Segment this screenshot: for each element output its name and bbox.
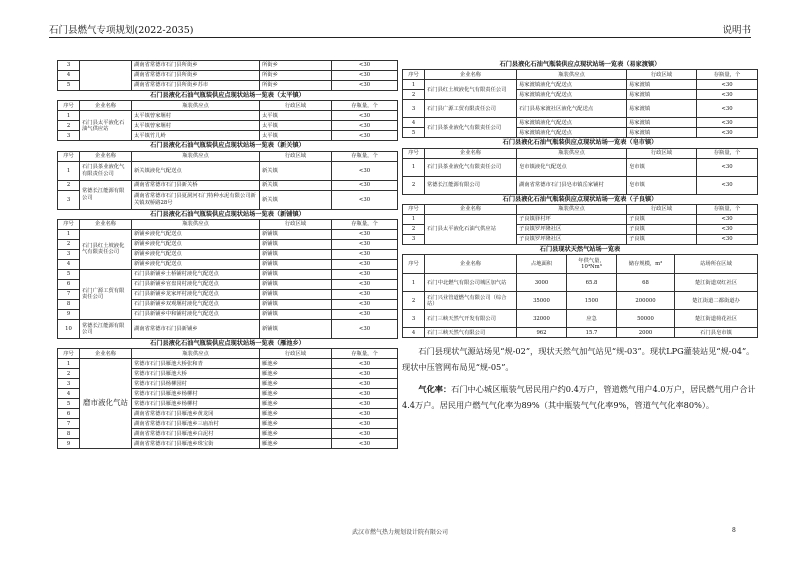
company-cell: 石门县茶业液化气有限责任公司: [425, 118, 517, 138]
table-caption: 石门县液化石油气瓶装供应点现状站场一览表（新铺镇）: [150, 210, 305, 218]
table-row: 9 湖南省常德市石门县雁池乡珠宝街 雁池乡 <30: [58, 439, 398, 449]
table-row: 6 湖南省常德市石门县雁池乡黄龙冈 雁池乡 <30: [58, 409, 398, 419]
table-row: 4 湖南省常德市石门县所街乡 所街乡 <30: [58, 71, 398, 81]
table-row: 8 石门县新铺乡双观堰村液化气配送点 新铺镇 <30: [58, 299, 398, 309]
table-header-row: 序号 企业名称 瓶装供应点 行政区域 存瓶量，个: [58, 151, 398, 161]
table-row: 3 湖南省常德市石门县所街乡 所街乡 <30: [58, 61, 398, 71]
table-row: 2 太平镇曾家堰村 太平镇 <30: [58, 121, 398, 131]
table-row: 2 常德市石门县雁池大桥 雁池乡 <30: [58, 369, 398, 379]
right-column: [402, 60, 757, 414]
table-row: 1 石门县太平液化石油气供应站 太平镇曾家堰村 太平镇 <30: [58, 111, 398, 121]
table-row: 3 常德市石门县杨柳园村 雁池乡 <30: [58, 379, 398, 389]
company-cell: 常德长江能源有限公司: [80, 180, 132, 209]
table-header-row: 序号 企业名称 瓶装供应点 行政区域 存瓶量，个: [403, 148, 758, 158]
table-ziliang: [402, 195, 758, 245]
page-footer: 武汉市燃气热力规划设计院有限公司: [351, 529, 448, 536]
table-header-row: 序号 企业名称 瓶装供应点 行政区域 存瓶量，个: [58, 219, 398, 229]
company-cell: 石门县红土坡液化气有限责任公司: [425, 80, 517, 100]
company-cell: 常德长江能源有限公司: [80, 319, 132, 338]
table-row: 4 石门县茶业液化气有限责任公司 易家渡镇液化气配送点 易家渡镇 <30: [403, 118, 758, 128]
document-title: 石门县燃气专项规划(2022-2035): [49, 25, 194, 36]
paragraph-gasification-rate: [402, 382, 757, 414]
table-natural-gas: [402, 245, 758, 338]
table-caption: 石门县液化石油气瓶装供应点现状站场一览表（雁池乡）: [150, 339, 305, 347]
table-caption: 石门县现状天然气站场一览表: [539, 245, 621, 253]
table-row: 1 石门县红土坡液化气有限责任公司 易家渡镇液化气配送点 易家渡镇 <30: [403, 80, 758, 90]
paragraph-stations: 石门县现状气源站场见“规-02”，现状天然气加气站见“规-03”。现状LPG灌装站见“规-04”。现状中压管网布局见“规-05”。: [402, 346, 755, 373]
document-type: 说明书: [722, 25, 751, 36]
table-row: 1 石门中北燃气有限公司城区加气站 3000 65.8 68 楚江街道双红社区: [403, 274, 758, 292]
table-zaoshi: [402, 138, 758, 194]
table-row: 2 常德长江能源有限公司 湖南省常德市石门县新关桥 新关镇 <30: [58, 180, 398, 190]
table-caption: 石门县液化石油气瓶装供应点现状站场一览表（皂市镇）: [502, 139, 658, 147]
table-xinguan: [57, 141, 398, 209]
table-row: 1 石门县茶业液化气有限责任公司 新关镇液化气配送点 新关镇 <30: [58, 161, 398, 180]
table-caption: 石门县液化石油气瓶装供应点现状站场一览表（新关镇）: [150, 142, 305, 150]
table-row: 1 磨市液化气站 常德市石门县雁池大桥张和青 雁池乡 <30: [58, 359, 398, 369]
table-row: 4 新铺乡液化气配送点 新铺镇 <30: [58, 259, 398, 269]
table-row: 5 易家渡镇液化气配送点 易家渡镇 <30: [403, 128, 758, 138]
table-row: 2 子良镇罗坪隆社区 子良镇 <30: [403, 224, 758, 234]
table-row: 3 石门县广源工贸有限责任公司 石门县易家渡社区液化气配送点 易家渡镇 <30: [403, 100, 758, 118]
table-continuation: [57, 60, 398, 91]
table-row: 5 湖南省常德市石门县所街乡苏市 所街乡 <30: [58, 81, 398, 91]
table-taiping: [57, 91, 398, 141]
company-cell: 石门县广源工贸有限责任公司: [425, 100, 517, 118]
company-cell: 磨市液化气站: [80, 359, 132, 449]
company-cell: 石门县太平液化石油气供应站: [80, 111, 132, 141]
gasification-text: 石门中心城区瓶装气居民用户约0.4万户，管道燃气用户4.0万户，居民燃气用户合计4.4万户。居民用户燃气气化率为89%（其中瓶装气气化率9%，管道气气化率80%）。: [402, 384, 756, 411]
table-row: 8 湖南省常德市石门县雁池乡白泥村 雁池乡 <30: [58, 429, 398, 439]
table-row: 5 常德市石门县雁池乡杨柳村 雁池乡 <30: [58, 399, 398, 409]
table-header-row: 序号 企业名称 占地面积 年供气量，10⁴Nm³ 储存规模，m³ 站场所在区域: [403, 255, 758, 274]
table-row: 3 太平镇竹儿岭 太平镇 <30: [58, 131, 398, 141]
left-column: [57, 60, 397, 449]
page-number: 8: [732, 527, 736, 534]
table-row: 1 石门县太平液化石油气供应站 子良镇驿村坪 子良镇 <30: [403, 214, 758, 224]
table-row: 2 新铺乡液化气配送点 新铺镇 <30: [58, 239, 398, 249]
table-yanchi: [57, 339, 398, 449]
table-row: 9 石门县新铺乡中和铺村液化气配送点 新铺镇 <30: [58, 309, 398, 319]
table-xinpu: [57, 210, 398, 339]
table-row: 7 湖南省常德市石门县雁池乡三庙冶村 雁池乡 <30: [58, 419, 398, 429]
company-cell: [80, 61, 132, 91]
table-row: 1 石门县红土坡液化气有限责任公司 新铺乡液化气配送点 新铺镇 <30: [58, 229, 398, 239]
table-row: 2 石门兴业管道燃气有限公司（综合站） 35000 1500 200000 楚江街道二都街道办: [403, 292, 758, 310]
table-row: 5 石门广源工贸有限责任公司 石门县新铺乡土桥铺村液化气配送点 新铺镇 <30: [58, 269, 398, 279]
table-row: 1 石门县茶业液化气有限责任公司 皂市镇液化气配送点 皂市镇 <30: [403, 158, 758, 176]
table-header-row: 序号 企业名称 瓶装供应点 行政区域 存瓶量，个: [58, 101, 398, 111]
table-header-row: 序号 企业名称 瓶装供应点 行政区域 存瓶量，个: [403, 204, 758, 214]
company-cell: 石门县茶业液化气有限责任公司: [80, 161, 132, 180]
table-row: 4 常德市石门县雁池乡杨柳村 雁池乡 <30: [58, 389, 398, 399]
table-row: 3 子良镇罗坪隆社区 子良镇 <30: [403, 234, 758, 244]
company-cell: 石门广源工贸有限责任公司: [80, 269, 132, 319]
table-row: 3 石门三峡天然气开发有限公司 32000 应急 50000 楚江街道荷花社区: [403, 310, 758, 328]
table-caption: 石门县液化石油气瓶装供应点现状站场一览表（易家渡镇）: [499, 61, 661, 68]
table-row: 7 石门县新铺乡龙家坪村液化气配送点 新铺镇 <30: [58, 289, 398, 299]
table-header-row: 序号 企业名称 瓶装供应点 行政区域 存瓶量，个: [403, 70, 758, 80]
table-caption: 石门县液化石油气瓶装供应点现状站场一览表（子良镇）: [502, 195, 658, 203]
table-row: 4 石门三峡天然气有限公司 962 15.7 2000 石门县皂市镇: [403, 328, 758, 338]
company-cell: 常德长江能源有限公司: [425, 176, 517, 194]
company-cell: 石门县茶业液化气有限责任公司: [425, 158, 517, 176]
company-cell: 石门县太平液化石油气供应站: [425, 214, 517, 244]
table-caption: 石门县液化石油气瓶装供应点现状站场一览表（太平镇）: [150, 92, 305, 99]
table-row: 2 易家渡镇液化气配送点 易家渡镇 <30: [403, 90, 758, 100]
page-header: [49, 22, 751, 38]
table-row: 2 常德长江能源有限公司 湖南省常德市石门县皂市镇岳家铺村 皂市镇 <30: [403, 176, 758, 194]
table-header-row: 序号 企业名称 瓶装供应点 行政区域 存瓶量，个: [58, 349, 398, 359]
company-cell: 石门县红土坡液化气有限责任公司: [80, 229, 132, 269]
table-row: 10 常德长江能源有限公司 湖南省常德市石门县新铺乡 新铺镇 <30: [58, 319, 398, 338]
table-row: 6 石门县新铺乡官盘岗村液化气配送点 新铺镇 <30: [58, 279, 398, 289]
table-row: 3 湖南省常德市石门县夏洞河石门特种水泥有限公司新关镇双桥路28号 新关镇 <30: [58, 190, 398, 209]
table-yijiadu: [402, 60, 758, 138]
gasification-lead: 气化率：: [418, 384, 452, 395]
table-row: 3 新铺乡液化气配送点 新铺镇 <30: [58, 249, 398, 259]
